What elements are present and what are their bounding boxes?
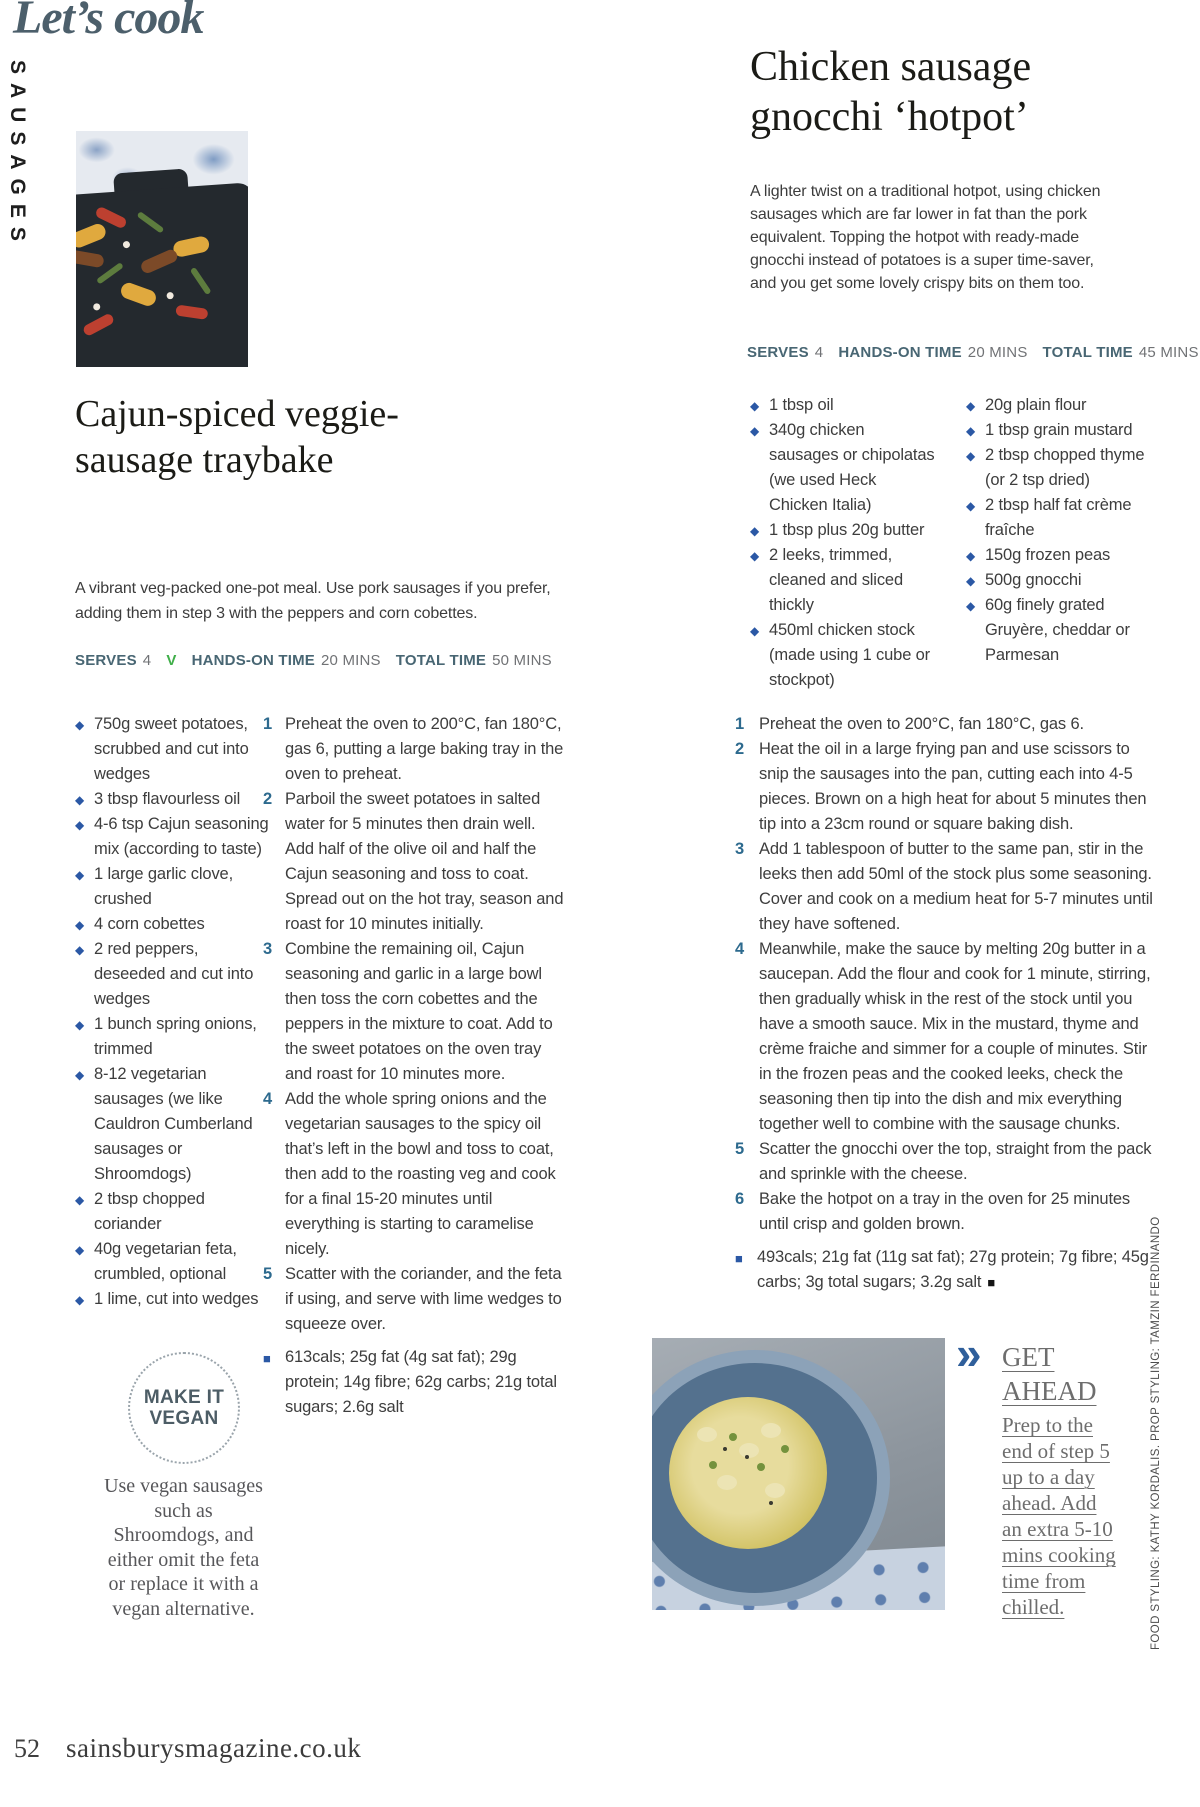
seed-shape: [769, 1501, 773, 1505]
meta-row-veggie: [75, 652, 567, 669]
ingredient-item: [966, 568, 1146, 593]
seed-shape: [723, 1447, 727, 1451]
method-step: [263, 712, 565, 787]
step-text: Meanwhile, make the sauce by melting 20g butter in a saucepan. Add the flour and cook for 1 minute, stirring, then gradually whisk in the rest of the stock until you have a smooth sauce. Mix in the mustard, thyme and crème fraiche and simmer for a couple of minutes. Stir in the frozen peas and the cooked leeks, check the seasoning then tip into the dish and mix everything together well to combine with the sausage chunks.: [759, 940, 1151, 1133]
ingredient-text: 40g vegetarian feta, crumbled, optional: [94, 1240, 237, 1283]
ingredient-text: 750g sweet potatoes, scrubbed and cut into wedges: [94, 715, 249, 783]
step-text: Parboil the sweet potatoes in salted water for 5 minutes then drain well. Add half of the olive oil and half the Cajun seasoning and toss to coat. Spread out on the hot tray, season and roast for 10 minutes initially.: [285, 790, 564, 933]
ingredient-item: [750, 393, 936, 418]
pea-shape: [709, 1461, 717, 1469]
total-time-label: TOTAL TIME: [1042, 344, 1133, 361]
diamond-bullet-icon: ◆: [75, 868, 85, 882]
ingredient-text: 150g frozen peas: [985, 546, 1111, 564]
ingredient-text: 450ml chicken stock (made using 1 cube or stockpot): [769, 621, 931, 689]
ingredient-item: [75, 787, 271, 812]
step-text: Bake the hotpot on a tray in the oven for 25 minutes until crisp and golden brown.: [759, 1190, 1131, 1233]
serves-label: SERVES: [75, 652, 137, 669]
serves-value: 4: [142, 652, 152, 669]
method-step: [735, 737, 1159, 837]
ingredient-text: 2 leeks, trimmed, cleaned and sliced thickly: [769, 546, 903, 614]
ingredient-text: 340g chicken sausages or chipolatas (we used Heck Chicken Italia): [769, 421, 935, 514]
total-time-value: 50 MINS: [492, 652, 552, 669]
diamond-bullet-icon: ◆: [75, 943, 85, 957]
method-step: [735, 937, 1159, 1137]
meta-row-chicken: [747, 344, 1200, 361]
ingredient-item: [75, 1187, 271, 1237]
ingredient-item: [966, 393, 1146, 418]
gnocchi-food-shape: [669, 1397, 827, 1549]
credit-vertical: FOOD STYLING: KATHY KORDALIS. PROP STYLING: TAMZIN FERDINANDO: [1150, 1216, 1162, 1650]
serves-label: SERVES: [747, 344, 809, 361]
ingredient-item: [750, 518, 936, 543]
diamond-bullet-icon: ◆: [966, 424, 976, 438]
method-list-veggie: [263, 712, 565, 1420]
step-number: 1: [263, 715, 273, 733]
ingredient-text: 500g gnocchi: [985, 571, 1082, 589]
ingredient-text: 8-12 vegetarian sausages (we like Cauldron Cumberland sausages or Shroomdogs): [94, 1065, 253, 1183]
step-number: 5: [263, 1265, 273, 1283]
recipe-intro-chicken: A lighter twist on a traditional hotpot, using chicken sausages which are far lower in fat than the pork equivalent. Topping the hotpot with ready-made gnocchi instead of potatoes is a super time-saver, and you get some lovely crispy bits on them too.: [750, 183, 1101, 292]
diamond-bullet-icon: ◆: [75, 918, 85, 932]
ingredient-item: [750, 618, 936, 693]
diamond-bullet-icon: ◆: [966, 574, 976, 588]
nutrition-text: 493cals; 21g fat (11g sat fat); 27g protein; 7g fibre; 45g carbs; 3g total sugars; 3.2g salt: [757, 1248, 1149, 1291]
chevrons-icon: »: [956, 1327, 982, 1379]
method-step: [263, 937, 565, 1087]
diamond-bullet-icon: ◆: [750, 424, 760, 438]
ingredient-text: 60g finely grated Gruyère, cheddar or Parmesan: [985, 596, 1130, 664]
diamond-bullet-icon: ◆: [966, 499, 976, 513]
ingredient-item: [75, 1287, 271, 1312]
step-text: Add the whole spring onions and the vegetarian sausages to the spicy oil that’s left in the bowl and toss to coat, then add to the roasting veg and cook for a final 15-20 minutes until everything is starting to caramelise nicely.: [285, 1090, 556, 1258]
ingredient-item: [750, 418, 936, 518]
step-text: Heat the oil in a large frying pan and use scissors to snip the sausages into the pan, cutting each into 4-5 pieces. Brown on a high heat for about 5 minutes then tip into a 23cm round or square baking dish.: [759, 740, 1147, 833]
square-bullet-icon: ■: [263, 1351, 271, 1366]
hands-on-time-value: 20 MINS: [321, 652, 381, 669]
ingredient-item: [966, 593, 1146, 668]
hands-on-time-value: 20 MINS: [967, 344, 1028, 361]
ingredient-text: 2 tbsp half fat crème fraîche: [985, 496, 1132, 539]
step-text: Combine the remaining oil, Cajun seasoning and garlic in a large bowl then toss the corn cobettes and the peppers in the mixture to coat. Add to the sweet potatoes on the oven tray and roast for 10 minutes more.: [285, 940, 553, 1083]
nutrition-line-chicken: [735, 1245, 1159, 1295]
ingredients-list-chicken-col1: [750, 393, 936, 693]
nutrition-text: 613cals; 25g fat (4g sat fat); 29g protein; 14g fibre; 62g carbs; 21g total sugars; 2.6g salt: [285, 1348, 557, 1416]
corn-shape: [119, 281, 158, 308]
method-list-chicken: [735, 712, 1159, 1295]
step-text: Add 1 tablespoon of butter to the same pan, stir in the leeks then add 50ml of the stock plus some seasoning. Cover and cook on a medium heat for 5-7 minutes until they have softened.: [759, 840, 1153, 933]
method-step: [263, 1087, 565, 1262]
step-number: 4: [735, 940, 745, 958]
step-number: 5: [735, 1140, 745, 1158]
tray-shape: [76, 182, 248, 367]
serves-value: 4: [814, 344, 824, 361]
get-ahead-title: GET AHEAD: [1002, 1342, 1097, 1406]
ingredient-item: [966, 418, 1146, 443]
vegan-badge-text: MAKE IT VEGAN: [143, 1387, 225, 1429]
diamond-bullet-icon: ◆: [750, 549, 760, 563]
ingredient-text: 1 tbsp oil: [769, 396, 834, 414]
diamond-bullet-icon: ◆: [75, 1068, 85, 1082]
diamond-bullet-icon: ◆: [75, 793, 85, 807]
ingredients-list-chicken-col2: [966, 393, 1146, 668]
diamond-bullet-icon: ◆: [750, 399, 760, 413]
ingredient-text: 4 corn cobettes: [94, 915, 205, 933]
ingredient-item: [966, 543, 1146, 568]
ingredient-item: [966, 443, 1146, 493]
pea-shape: [781, 1445, 789, 1453]
step-number: 3: [263, 940, 273, 958]
method-step: [735, 1187, 1159, 1237]
ingredient-text: 1 large garlic clove, crushed: [94, 865, 234, 908]
footer-page-number: 52: [14, 1734, 40, 1763]
gnocchi-shape: [697, 1427, 717, 1442]
nutrition-line-veggie: [263, 1345, 565, 1420]
ingredient-text: 3 tbsp flavourless oil: [94, 790, 241, 808]
ingredient-text: 1 bunch spring onions, trimmed: [94, 1015, 257, 1058]
method-step: [263, 1262, 565, 1337]
step-number: 4: [263, 1090, 273, 1108]
diamond-bullet-icon: ◆: [75, 1193, 85, 1207]
diamond-bullet-icon: ◆: [75, 818, 85, 832]
recipe-intro-veggie: A vibrant veg-packed one-pot meal. Use pork sausages if you prefer, adding them in step 3 with the peppers and corn cobettes.: [75, 580, 551, 622]
greens-shape: [137, 211, 165, 233]
step-text: Preheat the oven to 200°C, fan 180°C, gas 6.: [759, 715, 1084, 733]
step-number: 1: [735, 715, 745, 733]
method-step: [263, 787, 565, 937]
method-step: [735, 1137, 1159, 1187]
feta-dot-shape: [166, 292, 173, 299]
diamond-bullet-icon: ◆: [966, 449, 976, 463]
ingredient-text: 1 tbsp grain mustard: [985, 421, 1133, 439]
step-text: Scatter with the coriander, and the feta if using, and serve with lime wedges to squeeze over.: [285, 1265, 562, 1333]
total-time-value: 45 MINS: [1138, 344, 1199, 361]
step-number: 2: [735, 740, 745, 758]
photo-hotpot: [652, 1338, 945, 1610]
photo-traybake: [76, 131, 248, 367]
page-header-script: Let’s cook: [13, 0, 204, 44]
square-bullet-icon: ■: [735, 1251, 743, 1266]
ingredient-item: [75, 1237, 271, 1287]
seed-shape: [745, 1455, 749, 1459]
ingredient-text: 20g plain flour: [985, 396, 1087, 414]
ingredient-text: 4-6 tsp Cajun seasoning mix (according to taste): [94, 815, 269, 858]
method-step: [735, 712, 1159, 737]
diamond-bullet-icon: ◆: [966, 399, 976, 413]
ingredient-item: [75, 712, 271, 787]
diamond-bullet-icon: ◆: [75, 1293, 85, 1307]
diamond-bullet-icon: ◆: [75, 1243, 85, 1257]
diamond-bullet-icon: ◆: [750, 624, 760, 638]
ingredient-item: [75, 912, 271, 937]
pea-shape: [729, 1433, 737, 1441]
pepper-shape: [175, 305, 208, 320]
diamond-bullet-icon: ◆: [75, 1018, 85, 1032]
recipe-title-veggie: Cajun-spiced veggie-sausage traybake: [75, 393, 399, 481]
ingredient-item: [75, 1012, 271, 1062]
pea-shape: [757, 1463, 765, 1471]
feta-dot-shape: [93, 303, 100, 310]
diamond-bullet-icon: ◆: [750, 524, 760, 538]
ingredient-text: 2 tbsp chopped coriander: [94, 1190, 205, 1233]
footer-website: sainsburysmagazine.co.uk: [66, 1733, 362, 1763]
recipe-title-chicken: Chicken sausage gnocchi ‘hotpot’: [750, 44, 1032, 140]
total-time-label: TOTAL TIME: [395, 652, 487, 669]
diamond-bullet-icon: ◆: [966, 549, 976, 563]
gnocchi-shape: [717, 1475, 737, 1490]
gnocchi-shape: [765, 1483, 785, 1498]
diamond-bullet-icon: ◆: [966, 599, 976, 613]
corn-shape: [172, 235, 211, 258]
hands-on-time-label: HANDS-ON TIME: [191, 652, 315, 669]
greens-shape: [190, 267, 212, 295]
gnocchi-shape: [739, 1443, 759, 1458]
step-number: 6: [735, 1190, 745, 1208]
ingredient-text: 1 lime, cut into wedges: [94, 1290, 259, 1308]
ingredient-item: [75, 1062, 271, 1187]
gnocchi-shape: [761, 1423, 781, 1438]
ingredient-item: [750, 543, 936, 618]
sausage-shape: [139, 248, 179, 275]
hands-on-time-label: HANDS-ON TIME: [838, 344, 962, 361]
ingredient-item: [966, 493, 1146, 543]
ingredient-text: 2 tbsp chopped thyme (or 2 tsp dried): [985, 446, 1145, 489]
diamond-bullet-icon: ◆: [75, 718, 85, 732]
ingredient-text: 2 red peppers, deseeded and cut into wedges: [94, 940, 254, 1008]
step-number: 3: [735, 840, 745, 858]
step-text: Preheat the oven to 200°C, fan 180°C, gas 6, putting a large baking tray in the oven to preheat.: [285, 715, 564, 783]
step-text: Scatter the gnocchi over the top, straight from the pack and sprinkle with the cheese.: [759, 1140, 1152, 1183]
ingredient-item: [75, 812, 271, 862]
sausage-shape: [76, 249, 105, 268]
vegan-badge-circle: [128, 1352, 240, 1464]
section-label-vertical: SAUSAGES: [6, 60, 29, 250]
vegan-note: Use vegan sausages such as Shroomdogs, and either omit the feta or replace it with a vegan alternative.: [104, 1475, 263, 1620]
step-number: 2: [263, 790, 273, 808]
method-step: [735, 837, 1159, 937]
get-ahead-body: Prep to the end of step 5 up to a day ahead. Add an extra 5-10 mins cooking time from chilled.: [1002, 1413, 1116, 1619]
corn-shape: [76, 222, 108, 250]
ingredient-item: [75, 862, 271, 912]
pepper-shape: [82, 312, 115, 337]
ingredient-text: 1 tbsp plus 20g butter: [769, 521, 925, 539]
end-marker-icon: ■: [987, 1275, 996, 1290]
vegetarian-badge: V: [166, 652, 177, 669]
ingredients-list-veggie: [75, 712, 271, 1312]
ingredient-item: [75, 937, 271, 1012]
feta-dot-shape: [123, 241, 130, 248]
